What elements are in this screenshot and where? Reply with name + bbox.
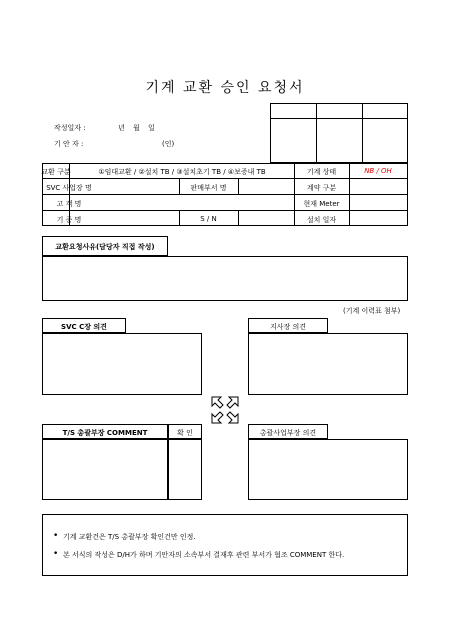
- install-date-label: 설치 일자: [306, 216, 337, 224]
- gm-opinion-box: [248, 439, 408, 500]
- reason-content-box: [42, 256, 408, 301]
- info-table: [42, 163, 408, 226]
- confirm-label-box: [168, 424, 202, 439]
- sn-label: S / N: [200, 215, 217, 223]
- svc-office-label: SVC 사업장 명: [46, 184, 92, 192]
- approval-box: [270, 103, 408, 163]
- contract-type-label: 계약 구분: [306, 184, 337, 192]
- note-item: • 기계 교환건은 T/S 총괄부장 확인건만 인정.: [53, 532, 407, 550]
- meter-label: 현재 Meter: [303, 200, 340, 208]
- note-item: • 본 서식의 작성은 D/H가 하며 기안자의 소속부서 결재후 관련 부서가 협조 COMMENT 한다.: [53, 550, 407, 568]
- writer-label: 기 안 자 :: [54, 140, 84, 148]
- reason-label-box: [42, 236, 168, 256]
- svc-head-label-box: [42, 318, 126, 333]
- svc-head-opinion-box: [42, 333, 202, 395]
- exchange-type-label: 교환 구분: [41, 168, 71, 176]
- model-label: 기 종 명: [56, 216, 82, 224]
- writer-seal: (인): [162, 140, 175, 148]
- attachment-note: (기계 이력표 첨부): [343, 307, 401, 315]
- exchange-type-options: ①임대교환 / ②설치 TB / ③설치초기 TB / ④보증내 TB: [98, 168, 266, 176]
- ts-comment-label: T/S 총괄부장 COMMENT: [62, 429, 148, 437]
- svc-head-label: SVC C장 의견: [61, 323, 107, 331]
- confirm-box: [168, 439, 202, 500]
- ts-comment-box: [42, 439, 168, 500]
- gm-opinion-label-box: [248, 424, 328, 439]
- gm-opinion-label: 총괄사업부장 의견: [259, 429, 317, 437]
- document-title: 기계 교환 승인 요청서: [145, 80, 305, 96]
- branch-head-label: 지사장 의견: [269, 323, 307, 331]
- date-label: 작성일자 :: [54, 124, 86, 132]
- notes-box: [42, 514, 408, 576]
- machine-status-label: 기계 상태: [306, 168, 337, 176]
- sales-dept-label: 판매부서 명: [190, 184, 227, 192]
- date-value: 년 월 일: [118, 124, 155, 132]
- reason-label: 교환요청사유(담당자 직접 작성): [55, 243, 155, 251]
- branch-head-label-box: [248, 318, 328, 333]
- branch-head-opinion-box: [248, 333, 408, 395]
- cross-arrows-icon: [210, 395, 240, 425]
- customer-label: 고 객 명: [56, 200, 82, 208]
- ts-comment-label-box: [42, 424, 168, 439]
- machine-status-value: NB / OH: [364, 167, 392, 175]
- notes-list: [53, 532, 407, 568]
- confirm-label: 확 인: [177, 429, 193, 437]
